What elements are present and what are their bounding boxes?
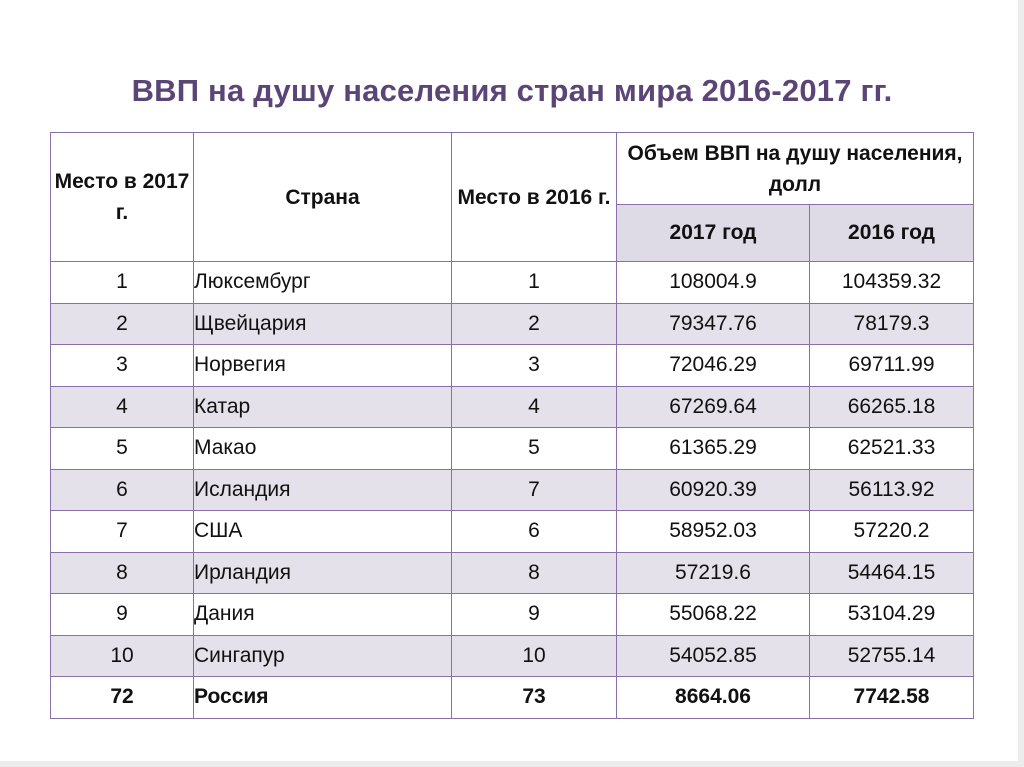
- cell-country: Люксембург: [194, 262, 452, 304]
- cell-rank-2017: 7: [51, 511, 194, 553]
- cell-rank-2016: 73: [452, 677, 617, 719]
- cell-gdp-2017: 57219.6: [617, 552, 810, 594]
- cell-rank-2016: 2: [452, 303, 617, 345]
- cell-country: Исландия: [194, 469, 452, 511]
- cell-rank-2017: 8: [51, 552, 194, 594]
- cell-country: Ирландия: [194, 552, 452, 594]
- header-gdp-2017: 2017 год: [617, 205, 810, 262]
- cell-gdp-2017: 61365.29: [617, 428, 810, 470]
- cell-country: США: [194, 511, 452, 553]
- table-row: [51, 303, 974, 345]
- cell-gdp-2016: 53104.29: [810, 594, 974, 636]
- cell-rank-2016: 8: [452, 552, 617, 594]
- cell-rank-2016: 3: [452, 345, 617, 387]
- cell-gdp-2017: 60920.39: [617, 469, 810, 511]
- header-rank-2016: Место в 2016 г.: [452, 133, 617, 262]
- cell-gdp-2017: 108004.9: [617, 262, 810, 304]
- cell-rank-2016: 5: [452, 428, 617, 470]
- cell-country: Макао: [194, 428, 452, 470]
- table-row: [51, 511, 974, 553]
- cell-rank-2016: 1: [452, 262, 617, 304]
- table-row: [51, 386, 974, 428]
- table-row: [51, 262, 974, 304]
- cell-rank-2017: 3: [51, 345, 194, 387]
- table-row: [51, 677, 974, 719]
- cell-gdp-2016: 54464.15: [810, 552, 974, 594]
- cell-gdp-2016: 57220.2: [810, 511, 974, 553]
- cell-rank-2016: 9: [452, 594, 617, 636]
- cell-country: Россия: [194, 677, 452, 719]
- cell-rank-2017: 9: [51, 594, 194, 636]
- table-row: [51, 345, 974, 387]
- table-row: [51, 594, 974, 636]
- table-row: [51, 635, 974, 677]
- cell-rank-2016: 10: [452, 635, 617, 677]
- header-gdp-group: Объем ВВП на душу населения, долл: [617, 133, 974, 205]
- cell-gdp-2017: 8664.06: [617, 677, 810, 719]
- cell-rank-2016: 7: [452, 469, 617, 511]
- cell-gdp-2017: 55068.22: [617, 594, 810, 636]
- cell-gdp-2016: 52755.14: [810, 635, 974, 677]
- table-row: [51, 469, 974, 511]
- cell-rank-2016: 4: [452, 386, 617, 428]
- cell-gdp-2016: 7742.58: [810, 677, 974, 719]
- cell-country: Дания: [194, 594, 452, 636]
- cell-rank-2017: 5: [51, 428, 194, 470]
- cell-rank-2017: 6: [51, 469, 194, 511]
- cell-rank-2017: 2: [51, 303, 194, 345]
- table-body: [51, 262, 974, 719]
- cell-rank-2017: 10: [51, 635, 194, 677]
- header-rank-2017: Место в 2017 г.: [51, 133, 194, 262]
- header-gdp-2016: 2016 год: [810, 205, 974, 262]
- cell-gdp-2016: 69711.99: [810, 345, 974, 387]
- cell-gdp-2016: 56113.92: [810, 469, 974, 511]
- page-title: ВВП на душу населения стран мира 2016-2017 гг.: [131, 72, 893, 108]
- cell-gdp-2017: 72046.29: [617, 345, 810, 387]
- cell-gdp-2017: 54052.85: [617, 635, 810, 677]
- cell-country: Норвегия: [194, 345, 452, 387]
- table-header: [51, 133, 974, 262]
- cell-gdp-2016: 104359.32: [810, 262, 974, 304]
- cell-rank-2017: 1: [51, 262, 194, 304]
- cell-rank-2017: 4: [51, 386, 194, 428]
- header-country: Страна: [194, 133, 452, 262]
- table-row: [51, 552, 974, 594]
- cell-gdp-2016: 78179.3: [810, 303, 974, 345]
- cell-gdp-2017: 67269.64: [617, 386, 810, 428]
- gdp-table: [50, 132, 974, 719]
- cell-country: Щвейцария: [194, 303, 452, 345]
- table-row: [51, 428, 974, 470]
- cell-rank-2016: 6: [452, 511, 617, 553]
- cell-rank-2017: 72: [51, 677, 194, 719]
- cell-country: Сингапур: [194, 635, 452, 677]
- cell-gdp-2017: 79347.76: [617, 303, 810, 345]
- cell-gdp-2017: 58952.03: [617, 511, 810, 553]
- cell-gdp-2016: 66265.18: [810, 386, 974, 428]
- cell-gdp-2016: 62521.33: [810, 428, 974, 470]
- cell-country: Катар: [194, 386, 452, 428]
